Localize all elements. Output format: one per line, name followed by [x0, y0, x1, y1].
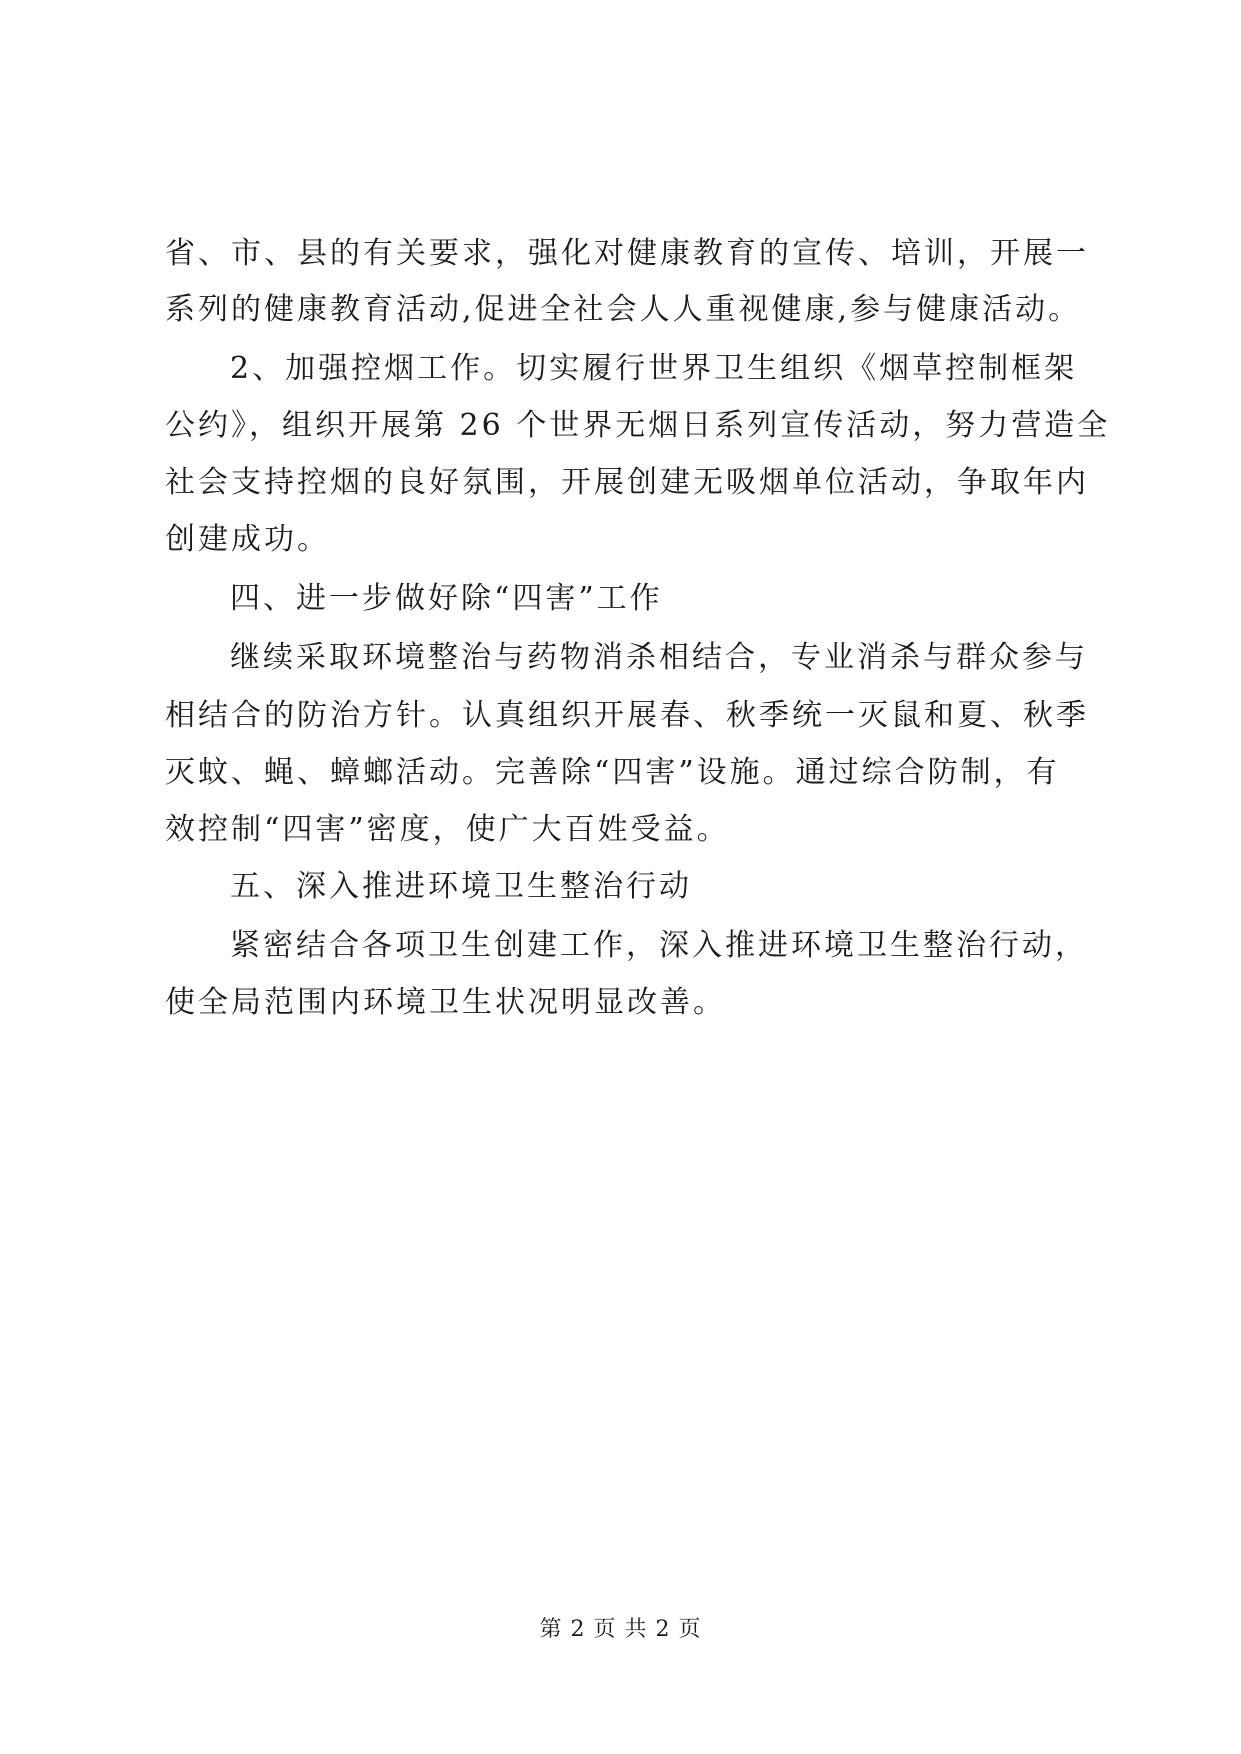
text-line: 使全局范围内环境卫生状况明显改善。	[165, 985, 726, 1020]
text-line: 相结合的防治方针。认真组织开展春、秋季统一灭鼠和夏、秋季	[165, 698, 1089, 733]
section-heading: 四、进一步做好除“四害”工作	[230, 581, 663, 616]
text-line: 紧密结合各项卫生创建工作，深入推进环境卫生整治行动，	[230, 928, 1088, 963]
text-line: 继续采取环境整治与药物消杀相结合，专业消杀与群众参与	[230, 640, 1088, 675]
text-line: 省、市、县的有关要求，强化对健康教育的宣传、培训，开展一	[165, 236, 1089, 271]
paragraph-heading: 2、加强控烟工作。切实履行世界卫生组织《烟草控制框架	[230, 351, 1078, 386]
page-number: 第 2 页 共 2 页	[539, 1617, 702, 1642]
text-line: 社会支持控烟的良好氛围，开展创建无吸烟单位活动，争取年内	[165, 465, 1089, 500]
text-line: 公约》，组织开展第 26 个世界无烟日系列宣传活动，努力营造全	[165, 408, 1111, 443]
text-line: 效控制“四害”密度，使广大百姓受益。	[165, 812, 730, 847]
text-line: 系列的健康教育活动,促进全社会人人重视健康,参与健康活动。	[165, 292, 1082, 327]
section-heading: 五、深入推进环境卫生整治行动	[230, 869, 692, 904]
text-line: 灭蚊、蝇、蟑螂活动。完善除“四害”设施。通过综合防制，有	[165, 755, 1060, 790]
text-line: 创建成功。	[165, 522, 330, 557]
